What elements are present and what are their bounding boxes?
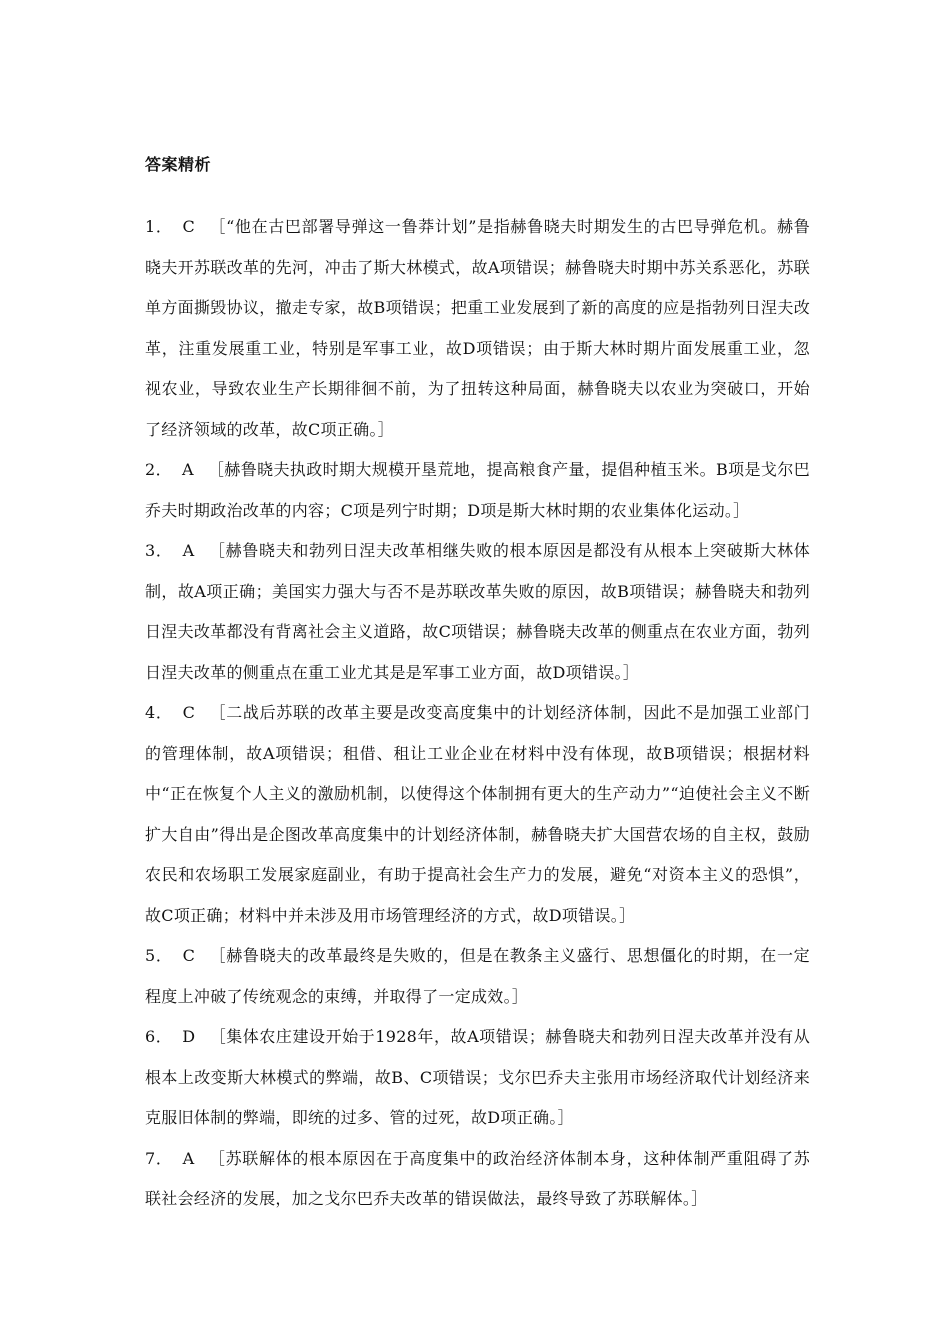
answer-number: 6． [145, 1027, 173, 1046]
answer-choice: A [182, 1148, 195, 1168]
answer-item-3 [145, 531, 810, 693]
answer-explanation: ［二战后苏联的改革主要是改变高度集中的计划经济体制，因此不是加强工业部门的管理体制，故A项错误；租借、租让工业企业在材料中没有体现，故B项错误；根据材料中“正在恢复个人主义的激励机制，以使得这个体制拥有更大的生产动力”“迫使社会主义不断扩大自由”得出是企图改革高度集中的计划经济体制，赫鲁晓夫扩大国营农场的自主权，鼓励农民和农场职工发展家庭副业，有助于提高社会生产力的发展，避免“对资本主义的恐惧”，故C项正确；材料中并未涉及用市场管理经济的方式，故D项错误。］ [145, 703, 810, 925]
answer-number: 7． [145, 1148, 173, 1168]
answer-number: 3． [145, 541, 173, 560]
answer-explanation: ［赫鲁晓夫的改革最终是失败的，但是在教条主义盛行、思想僵化的时期，在一定程度上冲破了传统观念的束缚，并取得了一定成效。］ [145, 946, 810, 1006]
answer-list [145, 207, 810, 1220]
answer-item-1 [145, 207, 810, 450]
answer-item-7 [145, 1139, 810, 1220]
answer-explanation: ［苏联解体的根本原因在于高度集中的政治经济体制本身，这种体制严重阻碍了苏联社会经济的发展，加之戈尔巴乔夫改革的错误做法，最终导致了苏联解体。］ [145, 1148, 810, 1208]
answer-item-5 [145, 936, 810, 1017]
answer-item-4 [145, 693, 810, 936]
answer-item-6 [145, 1017, 810, 1139]
answer-choice: D [182, 1027, 196, 1046]
answer-number: 2． [145, 460, 172, 479]
answer-explanation: ［集体农庄建设开始于1928年，故A项错误；赫鲁晓夫和勃列日涅夫改革并没有从根本上改变斯大林模式的弊端，故B、C项错误；戈尔巴乔夫主张用市场经济取代计划经济来克服旧体制的弊端，即统的过多、管的过死，故D项正确。］ [145, 1027, 810, 1127]
page-title: 答案精析 [145, 155, 212, 174]
answer-choice: A [181, 460, 194, 479]
answer-explanation: ［赫鲁晓夫执政时期大规模开垦荒地，提高粮食产量，提倡种植玉米。B项是戈尔巴乔夫时期政治改革的内容；C项是列宁时期；D项是斯大林时期的农业集体化运动。］ [145, 460, 811, 520]
answer-explanation: ［赫鲁晓夫和勃列日涅夫改革相继失败的根本原因是都没有从根本上突破斯大林体制，故A项正确；美国实力强大与否不是苏联改革失败的原因，故B项错误；赫鲁晓夫和勃列日涅夫改革都没有背离社会主义道路，故C项错误；赫鲁晓夫改革的侧重点在农业方面，勃列日涅夫改革的侧重点在重工业尤其是是军事工业方面，故D项错误。］ [145, 541, 810, 682]
answer-choice: C [182, 217, 196, 236]
answer-number: 5． [145, 946, 173, 965]
answer-choice: A [182, 541, 195, 560]
answer-choice: C [182, 946, 196, 965]
answer-item-2 [145, 450, 810, 531]
answer-explanation: ［“他在古巴部署导弹这一鲁莽计划”是指赫鲁晓夫时期发生的古巴导弹危机。赫鲁晓夫开苏联改革的先河，冲击了斯大林模式，故A项错误；赫鲁晓夫时期中苏关系恶化，苏联单方面撕毁协议，撤走专家，故B项错误；把重工业发展到了新的高度的应是指勃列日涅夫改革，注重发展重工业，特别是军事工业，故D项错误；由于斯大林时期片面发展重工业，忽视农业，导致农业生产长期徘徊不前，为了扭转这种局面，赫鲁晓夫以农业为突破口，开始了经济领域的改革，故C项正确。］ [145, 217, 810, 439]
answer-number: 1． [145, 217, 173, 236]
answer-number: 4． [145, 703, 173, 722]
answer-choice: C [182, 703, 196, 722]
